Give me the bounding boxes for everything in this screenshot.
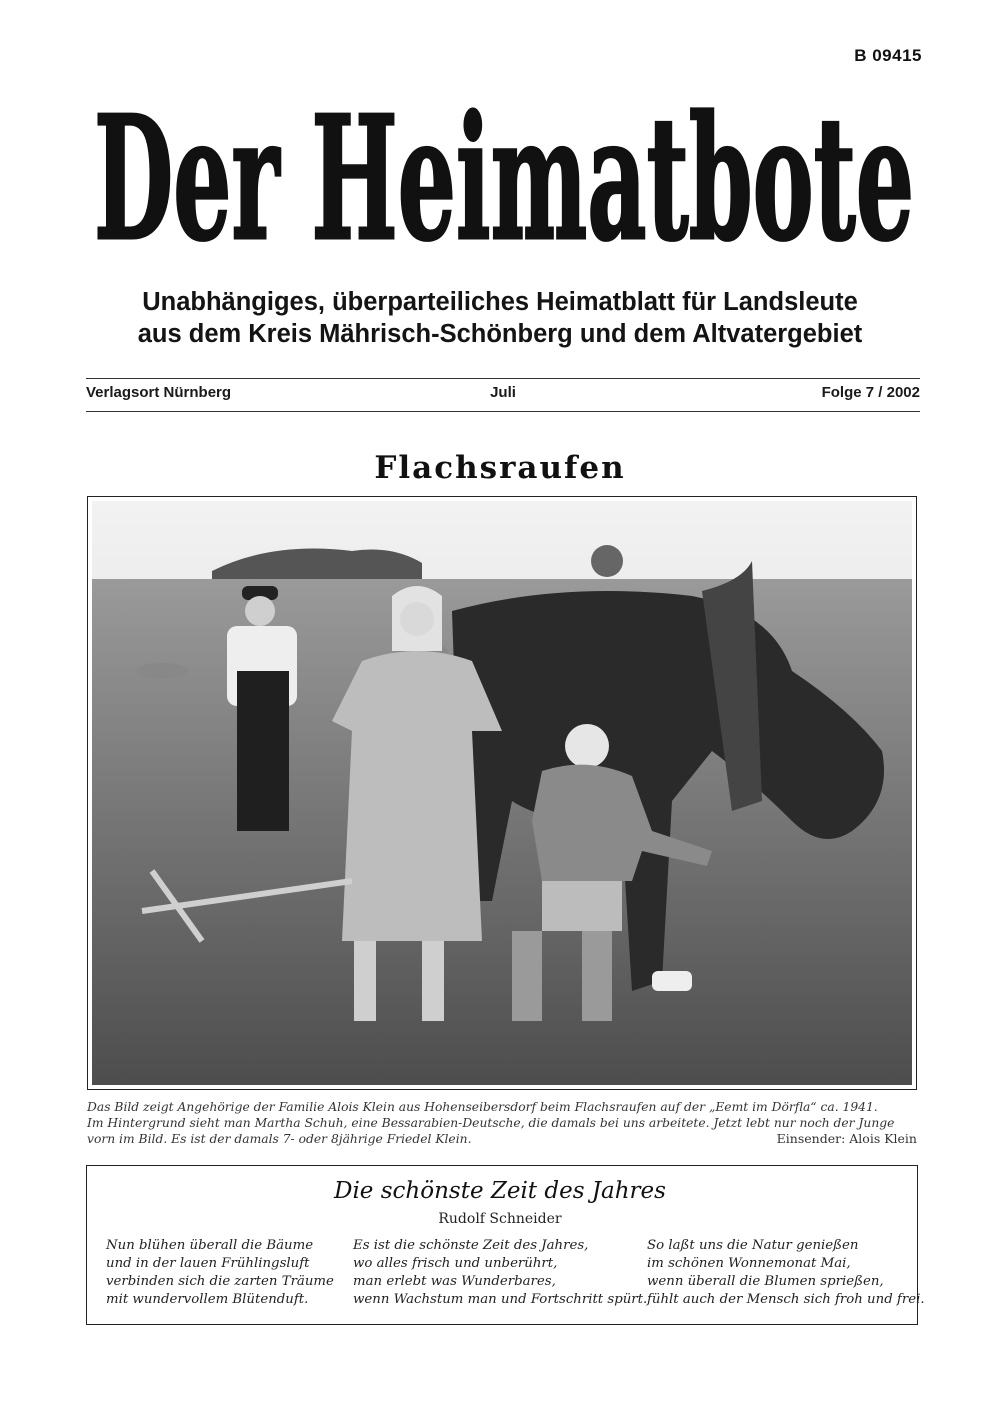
photo-tree xyxy=(591,545,623,577)
caption-line-3: vorn im Bild. Es ist der damals 7- oder 8jährige Friedel Klein. xyxy=(87,1132,472,1146)
caption-line-3-row xyxy=(87,1131,917,1147)
issue-number: Folge 7 / 2002 xyxy=(821,384,920,401)
masthead-blackletter-logo xyxy=(84,58,924,278)
poem-stanza-3 xyxy=(647,1237,925,1309)
poem-line: wenn Wachstum man und Fortschritt spürt. xyxy=(353,1292,648,1307)
poem-line: und in der lauen Frühlingsluft xyxy=(106,1256,310,1271)
subtitle xyxy=(60,286,940,350)
poem-stanza-1 xyxy=(106,1237,334,1309)
photo-caption xyxy=(87,1099,917,1147)
issn-number: B 09415 xyxy=(854,46,922,65)
publication-place: Verlagsort Nürnberg xyxy=(86,384,232,401)
poem-line: wo alles frisch und unberührt, xyxy=(353,1256,558,1271)
poem-line: So laßt uns die Natur genießen xyxy=(647,1238,859,1253)
caption-line-2: Im Hintergrund sieht man Martha Schuh, eine Bessarabien-Deutsche, die damals bei uns arbeitete. Jetzt lebt nur noch der Junge xyxy=(87,1116,895,1130)
photo-frame xyxy=(87,496,917,1090)
poem-line: im schönen Wonnemonat Mai, xyxy=(647,1256,851,1271)
poem-line: fühlt auch der Mensch sich froh und frei. xyxy=(647,1292,925,1307)
issue-month: Juli xyxy=(490,384,516,401)
bottom-rule xyxy=(86,411,920,412)
issue-info-row xyxy=(86,384,920,406)
poem-author: Rudolf Schneider xyxy=(438,1211,562,1227)
poem-title: Die schönste Zeit des Jahres xyxy=(334,1178,666,1204)
masthead-title: Der Heimatbote xyxy=(94,79,915,278)
caption-sender: Einsender: Alois Klein xyxy=(776,1131,917,1146)
subtitle-line-2: aus dem Kreis Mährisch-Schönberg und dem Altvatergebiet xyxy=(137,320,863,348)
poem-line: Es ist die schönste Zeit des Jahres, xyxy=(353,1238,589,1253)
caption-line-1: Das Bild zeigt Angehörige der Familie Alois Klein aus Hohenseibersdorf beim Flachsraufen auf der „Eemt im Dörfla“ ca. 1941. xyxy=(87,1100,878,1114)
masthead-logo xyxy=(84,58,924,278)
article-headline: Flachsraufen xyxy=(374,450,626,486)
top-rule xyxy=(86,378,920,379)
poem-line: man erlebt was Wunderbares, xyxy=(353,1274,556,1289)
poem-line: verbinden sich die zarten Träume xyxy=(106,1274,334,1289)
poem-stanza-2 xyxy=(353,1237,647,1309)
photo-icon xyxy=(92,501,912,1085)
poem-line: mit wundervollem Blütenduft. xyxy=(106,1292,309,1307)
poem-line: wenn überall die Blumen sprießen, xyxy=(647,1274,884,1289)
subtitle-line-1: Unabhängiges, überparteiliches Heimatblatt für Landsleute xyxy=(142,288,858,316)
poem-line: Nun blühen überall die Bäume xyxy=(106,1238,314,1253)
